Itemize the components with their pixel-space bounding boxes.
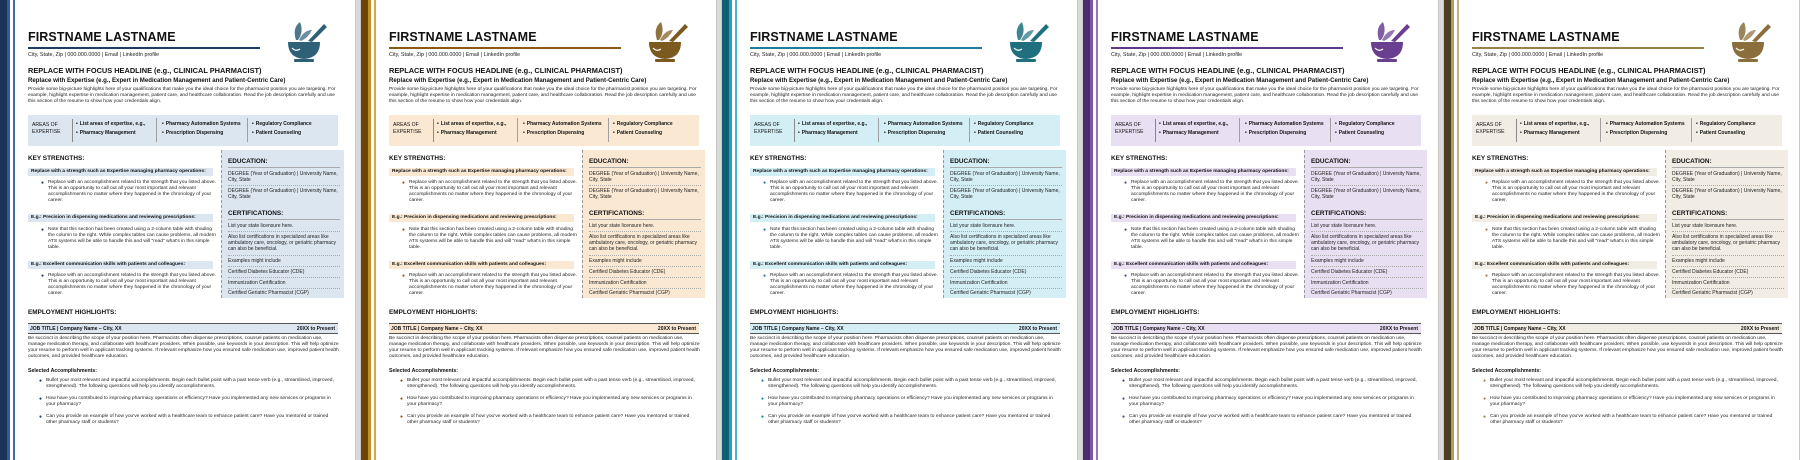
expertise-item: • Pharmacy Automation Systems [1245,121,1324,127]
candidate-name: FIRSTNAME LASTNAME [750,30,898,44]
education-certifications-column [221,150,344,298]
strength-title-bar: Replace with a strength such as Expertise managing pharmacy operations: [28,168,213,176]
strength-title-bar: E.g.: Excellent communication skills with patients and colleagues: [1472,261,1657,269]
job-title-bar [389,323,699,334]
resume-template-page-teal[interactable] [722,0,1077,460]
strength-bullet: ● Replace with an accomplishment related to the strength that you listed above. This is an opportunity to call out all your most important and relevant accomplishments no matter where they happened in the chronology of your career. [1485,180,1661,204]
accomplishment-bullet: ● How have you contributed to improving pharmacy operations or efficiency? Have you implemented any new services or programs in your pharmacy? [761,396,1053,408]
key-strengths-heading: KEY STRENGTHS: [750,155,807,162]
certification-entry: Certified Diabetes Educator (CDE) [1311,269,1388,275]
areas-of-expertise-label: AREAS OF EXPERTISE [1476,122,1505,135]
accomplishment-bullet: ● How have you contributed to improving pharmacy operations or efficiency? Have you implemented any new services or programs in your pharmacy? [39,396,331,408]
employment-heading: EMPLOYMENT HIGHLIGHTS: [28,309,117,316]
job-title: JOB TITLE | Company Name – City, XX [1113,325,1205,332]
strength-title-bar: Replace with a strength such as Expertise managing pharmacy operations: [1472,168,1657,176]
selected-accomplishments-heading: Selected Accomplishments: [750,368,819,374]
certification-entry: Also list certifications in specialized areas like ambulatory care, oncology, or geriatric pharmacy can also be beneficial. [1672,234,1781,253]
strength-bullet: ● Replace with an accomplishment related to the strength that you listed above. This is an opportunity to call out all your most important and relevant accomplishments no matter where they happened in the chronology of your career. [1485,273,1661,297]
certification-entry: Certified Geriatric Pharmacist (CGP) [228,290,309,296]
job-title-bar [1111,323,1421,334]
job-title: JOB TITLE | Company Name – City, XX [391,325,483,332]
certification-entry: Immunization Certification [589,280,647,286]
expertise-item: • Pharmacy Management [798,130,858,136]
strength-title-bar: Replace with a strength such as Expertise managing pharmacy operations: [750,168,935,176]
education-entry: DEGREE (Year of Graduation) | University Name, City, State [1672,188,1782,201]
job-dates: 20XX to Present [1740,325,1779,332]
strength-bullet: ● Replace with an accomplishment related to the strength that you listed above. This is an opportunity to call out all your most important and relevant accomplishments no matter where they happened in the chronology of your career. [41,180,217,204]
certifications-heading: CERTIFICATIONS: [228,210,284,217]
side-stripes [1444,0,1461,460]
expertise-item: • Regulatory Compliance [613,121,673,127]
accomplishment-bullet: ● How have you contributed to improving pharmacy operations or efficiency? Have you implemented any new services or programs in your pharmacy? [400,396,692,408]
job-title-bar [1472,323,1782,334]
certification-entry: Examples might include [1311,258,1364,264]
areas-of-expertise-label: AREAS OF EXPERTISE [32,122,61,135]
certification-entry: Certified Geriatric Pharmacist (CGP) [589,290,670,296]
certifications-heading: CERTIFICATIONS: [1311,210,1367,217]
job-description: Be succinct in describing the scope of your position here. Pharmacists often dispense prescriptions, counsel patients on medication use, manage medication therapy, and collaborate with healthcare providers. When possible, use keywords in your description. This will help optimize your resume to perform well in applicant tracking systems. If relevant emphasize how you ensured safe medication use, improved patient health outcomes, and provided healthcare education. [28,336,339,360]
candidate-name: FIRSTNAME LASTNAME [28,30,176,44]
key-strengths-heading: KEY STRENGTHS: [1472,155,1529,162]
certification-entry: Examples might include [589,258,642,264]
mortar-pestle-leaf-icon [1722,18,1774,64]
expertise-item: • Regulatory Compliance [252,121,312,127]
expertise-subheadline: Replace with Expertise (e.g., Expert in Medication Management and Patient-Centric Care) [1472,77,1730,84]
certification-entry: List your state licensure here. [589,223,655,229]
accomplishment-bullet: ● Bullet your most relevant and impactful accomplishments. Begin each bullet point with a past tense verb (e.g., streamlined, improved, strengthened). The following questions will help you identify accomplishments. [39,378,334,390]
expertise-item: • List areas of expertise, e.g., [76,121,145,127]
expertise-item: • Pharmacy Management [76,130,136,136]
accomplishment-bullet: ● Can you provide an example of how you've worked with a healthcare team to enhance patient care? Have you mentored or trained other pharmacy staff or students? [1483,414,1773,426]
strength-bullet: ● Replace with an accomplishment related to the strength that you listed above. This is an opportunity to call out all your most important and relevant accomplishments no matter where they happened in the chronology of your career. [1124,180,1300,204]
selected-accomplishments-heading: Selected Accomplishments: [389,368,458,374]
accomplishment-bullet: ● How have you contributed to improving pharmacy operations or efficiency? Have you implemented any new services or programs in your pharmacy? [1483,396,1775,408]
side-stripes [1083,0,1100,460]
side-stripes [0,0,17,460]
strength-bullet: ● Note that this section has been created using a 2-column table with shading the column to the right. While complex tables can cause problems, all modern ATS systems will be able to handle this and will "read" what's in this simple table. [402,227,577,251]
job-description: Be succinct in describing the scope of your position here. Pharmacists often dispense prescriptions, counsel patients on medication use, manage medication therapy, and collaborate with healthcare providers. When possible, use keywords in your description. This will help optimize your resume to perform well in applicant tracking systems. If relevant emphasize how you ensured safe medication use, improved patient health outcomes, and provided healthcare education. [1472,336,1783,360]
strength-title-bar: E.g.: Precision in dispensing medications and reviewing prescriptions: [389,214,574,222]
certification-entry: Certified Geriatric Pharmacist (CGP) [1672,290,1753,296]
education-entry: DEGREE (Year of Graduation) | University Name, City, State [1311,171,1421,184]
education-heading: EDUCATION: [589,158,629,165]
education-entry: DEGREE (Year of Graduation) | University Name, City, State [1672,171,1782,184]
certifications-heading: CERTIFICATIONS: [950,210,1006,217]
expertise-item: • Patient Counseling [1335,130,1384,136]
areas-of-expertise-label: AREAS OF EXPERTISE [1115,122,1144,135]
summary-paragraph: Provide some big-picture highlights here of your qualifications that make you the ideal choice for the pharmacist position you are targeting. For example, highlight expertise in medication management, patient care, and healthcare collaboration. Read the job description carefully and use this section of the resume to show how your credentials align. [750,87,1058,105]
education-entry: DEGREE (Year of Graduation) | University Name, City, State [589,188,699,201]
strength-title-bar: E.g.: Precision in dispensing medications and reviewing prescriptions: [1111,214,1296,222]
focus-headline: REPLACE WITH FOCUS HEADLINE (e.g., CLINICAL PHARMACIST) [1111,66,1345,75]
certification-entry: Examples might include [228,258,281,264]
expertise-item: • Patient Counseling [1696,130,1745,136]
certification-entry: Also list certifications in specialized areas like ambulatory care, oncology, or geriatric pharmacy can also be beneficial. [228,234,337,253]
summary-paragraph: Provide some big-picture highlights here of your qualifications that make you the ideal choice for the pharmacist position you are targeting. For example, highlight expertise in medication management, patient care, and healthcare collaboration. Read the job description carefully and use this section of the resume to show how your credentials align. [28,87,336,105]
strength-title-bar: E.g.: Excellent communication skills with patients and colleagues: [28,261,213,269]
expertise-item: • List areas of expertise, e.g., [798,121,867,127]
certification-entry: List your state licensure here. [950,223,1016,229]
strength-bullet: ● Replace with an accomplishment related to the strength that you listed above. This is an opportunity to call out all your most important and relevant accomplishments no matter where they happened in the chronology of your career. [402,180,578,204]
education-certifications-column [1304,150,1427,298]
expertise-item: • List areas of expertise, e.g., [1159,121,1228,127]
name-underline [1472,47,1704,49]
areas-of-expertise-box [389,115,699,146]
expertise-item: • Pharmacy Management [437,130,497,136]
certification-entry: Immunization Certification [228,280,286,286]
side-stripes [722,0,739,460]
expertise-item: • List areas of expertise, e.g., [437,121,506,127]
education-heading: EDUCATION: [950,158,990,165]
mortar-pestle-leaf-icon [639,18,691,64]
contact-line: City, State, Zip | 000.000.0000 | Email | LinkedIn profile [1472,52,1604,58]
strength-bullet: ● Replace with an accomplishment related to the strength that you listed above. This is an opportunity to call out all your most important and relevant accomplishments no matter where they happened in the chronology of your career. [763,180,939,204]
mortar-pestle-leaf-icon [1361,18,1413,64]
accomplishment-bullet: ● Can you provide an example of how you've worked with a healthcare team to enhance patient care? Have you mentored or trained other pharmacy staff or students? [400,414,690,426]
expertise-subheadline: Replace with Expertise (e.g., Expert in Medication Management and Patient-Centric Care) [389,77,647,84]
name-underline [1111,47,1343,49]
accomplishment-bullet: ● Bullet your most relevant and impactful accomplishments. Begin each bullet point with a past tense verb (e.g., streamlined, improved, strengthened). The following questions will help you identify accomplishments. [761,378,1056,390]
education-certifications-column [582,150,705,298]
areas-of-expertise-box [750,115,1060,146]
areas-of-expertise-box [28,115,338,146]
strength-title-bar: Replace with a strength such as Expertise managing pharmacy operations: [389,168,574,176]
education-certifications-column [943,150,1066,298]
areas-of-expertise-box [1111,115,1421,146]
name-underline [389,47,621,49]
education-entry: DEGREE (Year of Graduation) | University Name, City, State [228,188,338,201]
accomplishment-bullet: ● Bullet your most relevant and impactful accomplishments. Begin each bullet point with a past tense verb (e.g., streamlined, improved, strengthened). The following questions will help you identify accomplishments. [1483,378,1778,390]
certifications-heading: CERTIFICATIONS: [1672,210,1728,217]
job-title: JOB TITLE | Company Name – City, XX [1474,325,1566,332]
certification-entry: Also list certifications in specialized areas like ambulatory care, oncology, or geriatric pharmacy can also be beneficial. [1311,234,1420,253]
contact-line: City, State, Zip | 000.000.0000 | Email | LinkedIn profile [1111,52,1243,58]
education-heading: EDUCATION: [1311,158,1351,165]
accomplishment-bullet: ● Bullet your most relevant and impactful accomplishments. Begin each bullet point with a past tense verb (e.g., streamlined, improved, strengthened). The following questions will help you identify accomplishments. [1122,378,1417,390]
education-certifications-column [1665,150,1788,298]
resume-template-page-purple[interactable] [1083,0,1438,460]
expertise-item: • Pharmacy Automation Systems [884,121,963,127]
certifications-heading: CERTIFICATIONS: [589,210,645,217]
job-description: Be succinct in describing the scope of your position here. Pharmacists often dispense prescriptions, counsel patients on medication use, manage medication therapy, and collaborate with healthcare providers. When possible, use keywords in your description. This will help optimize your resume to perform well in applicant tracking systems. If relevant emphasize how you ensured safe medication use, improved patient health outcomes, and provided healthcare education. [750,336,1061,360]
key-strengths-heading: KEY STRENGTHS: [389,155,446,162]
expertise-item: • Patient Counseling [974,130,1023,136]
expertise-item: • Pharmacy Automation Systems [1606,121,1685,127]
mortar-pestle-leaf-icon [278,18,330,64]
employment-heading: EMPLOYMENT HIGHLIGHTS: [1111,309,1200,316]
expertise-item: • Regulatory Compliance [1696,121,1756,127]
contact-line: City, State, Zip | 000.000.0000 | Email | LinkedIn profile [389,52,521,58]
candidate-name: FIRSTNAME LASTNAME [1472,30,1620,44]
expertise-subheadline: Replace with Expertise (e.g., Expert in Medication Management and Patient-Centric Care) [28,77,286,84]
expertise-item: • Patient Counseling [252,130,301,136]
key-strengths-heading: KEY STRENGTHS: [1111,155,1168,162]
strength-bullet: ● Replace with an accomplishment related to the strength that you listed above. This is an opportunity to call out all your most important and relevant accomplishments no matter where they happened in the chronology of your career. [1124,273,1300,297]
candidate-name: FIRSTNAME LASTNAME [389,30,537,44]
accomplishment-bullet: ● How have you contributed to improving pharmacy operations or efficiency? Have you implemented any new services or programs in your pharmacy? [1122,396,1414,408]
job-dates: 20XX to Present [657,325,696,332]
resume-template-page-navy[interactable] [0,0,355,460]
employment-heading: EMPLOYMENT HIGHLIGHTS: [1472,309,1561,316]
strength-bullet: ● Note that this section has been created using a 2-column table with shading the column to the right. While complex tables can cause problems, all modern ATS systems will be able to handle this and will "read" what's in this simple table. [1124,227,1299,251]
expertise-subheadline: Replace with Expertise (e.g., Expert in Medication Management and Patient-Centric Care) [750,77,1008,84]
certification-entry: Examples might include [950,258,1003,264]
expertise-subheadline: Replace with Expertise (e.g., Expert in Medication Management and Patient-Centric Care) [1111,77,1369,84]
strength-bullet: ● Note that this section has been created using a 2-column table with shading the column to the right. While complex tables can cause problems, all modern ATS systems will be able to handle this and will "read" what's in this simple table. [763,227,938,251]
selected-accomplishments-heading: Selected Accomplishments: [1111,368,1180,374]
certification-entry: List your state licensure here. [1672,223,1738,229]
job-dates: 20XX to Present [1018,325,1057,332]
focus-headline: REPLACE WITH FOCUS HEADLINE (e.g., CLINICAL PHARMACIST) [389,66,623,75]
education-heading: EDUCATION: [228,158,268,165]
expertise-item: • Prescription Dispensing [523,130,584,136]
accomplishment-bullet: ● Can you provide an example of how you've worked with a healthcare team to enhance patient care? Have you mentored or trained other pharmacy staff or students? [761,414,1051,426]
focus-headline: REPLACE WITH FOCUS HEADLINE (e.g., CLINICAL PHARMACIST) [750,66,984,75]
certification-entry: Also list certifications in specialized areas like ambulatory care, oncology, or geriatric pharmacy can also be beneficial. [589,234,698,253]
expertise-item: • List areas of expertise, e.g., [1520,121,1589,127]
job-title-bar [28,323,338,334]
expertise-item: • Prescription Dispensing [884,130,945,136]
education-entry: DEGREE (Year of Graduation) | University Name, City, State [1311,188,1421,201]
mortar-pestle-leaf-icon [1000,18,1052,64]
focus-headline: REPLACE WITH FOCUS HEADLINE (e.g., CLINICAL PHARMACIST) [28,66,262,75]
strength-title-bar: E.g.: Precision in dispensing medications and reviewing prescriptions: [1472,214,1657,222]
certification-entry: Certified Geriatric Pharmacist (CGP) [1311,290,1392,296]
certification-entry: Certified Diabetes Educator (CDE) [950,269,1027,275]
education-entry: DEGREE (Year of Graduation) | University Name, City, State [950,171,1060,184]
expertise-item: • Regulatory Compliance [974,121,1034,127]
expertise-item: • Prescription Dispensing [162,130,223,136]
job-title-bar [750,323,1060,334]
expertise-item: • Pharmacy Automation Systems [523,121,602,127]
name-underline [28,47,260,49]
expertise-item: • Prescription Dispensing [1245,130,1306,136]
selected-accomplishments-heading: Selected Accomplishments: [1472,368,1541,374]
certification-entry: Immunization Certification [1311,280,1369,286]
strength-bullet: ● Note that this section has been created using a 2-column table with shading the column to the right. While complex tables can cause problems, all modern ATS systems will be able to handle this and will "read" what's in this simple table. [1485,227,1660,251]
certification-entry: Immunization Certification [950,280,1008,286]
areas-of-expertise-label: AREAS OF EXPERTISE [754,122,783,135]
job-description: Be succinct in describing the scope of your position here. Pharmacists often dispense prescriptions, counsel patients on medication use, manage medication therapy, and collaborate with healthcare providers. When possible, use keywords in your description. This will help optimize your resume to perform well in applicant tracking systems. If relevant emphasize how you ensured safe medication use, improved patient health outcomes, and provided healthcare education. [389,336,700,360]
summary-paragraph: Provide some big-picture highlights here of your qualifications that make you the ideal choice for the pharmacist position you are targeting. For example, highlight expertise in medication management, patient care, and healthcare collaboration. Read the job description carefully and use this section of the resume to show how your credentials align. [389,87,697,105]
strength-title-bar: E.g.: Precision in dispensing medications and reviewing prescriptions: [750,214,935,222]
strength-bullet: ● Replace with an accomplishment related to the strength that you listed above. This is an opportunity to call out all your most important and relevant accomplishments no matter where they happened in the chronology of your career. [402,273,578,297]
certification-entry: Immunization Certification [1672,280,1730,286]
certification-entry: List your state licensure here. [228,223,294,229]
strength-title-bar: E.g.: Excellent communication skills with patients and colleagues: [750,261,935,269]
strength-bullet: ● Replace with an accomplishment related to the strength that you listed above. This is an opportunity to call out all your most important and relevant accomplishments no matter where they happened in the chronology of your career. [41,273,217,297]
job-title: JOB TITLE | Company Name – City, XX [752,325,844,332]
education-entry: DEGREE (Year of Graduation) | University Name, City, State [228,171,338,184]
expertise-item: • Pharmacy Automation Systems [162,121,241,127]
employment-heading: EMPLOYMENT HIGHLIGHTS: [750,309,839,316]
focus-headline: REPLACE WITH FOCUS HEADLINE (e.g., CLINICAL PHARMACIST) [1472,66,1706,75]
contact-line: City, State, Zip | 000.000.0000 | Email | LinkedIn profile [750,52,882,58]
strength-bullet: ● Replace with an accomplishment related to the strength that you listed above. This is an opportunity to call out all your most important and relevant accomplishments no matter where they happened in the chronology of your career. [763,273,939,297]
education-entry: DEGREE (Year of Graduation) | University Name, City, State [589,171,699,184]
resume-template-page-brown[interactable] [361,0,716,460]
certification-entry: List your state licensure here. [1311,223,1377,229]
accomplishment-bullet: ● Bullet your most relevant and impactful accomplishments. Begin each bullet point with a past tense verb (e.g., streamlined, improved, strengthened). The following questions will help you identify accomplishments. [400,378,695,390]
certification-entry: Also list certifications in specialized areas like ambulatory care, oncology, or geriatric pharmacy can also be beneficial. [950,234,1059,253]
expertise-item: • Regulatory Compliance [1335,121,1395,127]
certification-entry: Certified Diabetes Educator (CDE) [228,269,305,275]
job-description: Be succinct in describing the scope of your position here. Pharmacists often dispense prescriptions, counsel patients on medication use, manage medication therapy, and collaborate with healthcare providers. When possible, use keywords in your description. This will help optimize your resume to perform well in applicant tracking systems. If relevant emphasize how you ensured safe medication use, improved patient health outcomes, and provided healthcare education. [1111,336,1422,360]
areas-of-expertise-box [1472,115,1782,146]
name-underline [750,47,982,49]
areas-of-expertise-label: AREAS OF EXPERTISE [393,122,422,135]
strength-title-bar: E.g.: Excellent communication skills with patients and colleagues: [1111,261,1296,269]
expertise-item: • Pharmacy Management [1520,130,1580,136]
education-entry: DEGREE (Year of Graduation) | University Name, City, State [950,188,1060,201]
job-dates: 20XX to Present [1379,325,1418,332]
accomplishment-bullet: ● Can you provide an example of how you've worked with a healthcare team to enhance patient care? Have you mentored or trained other pharmacy staff or students? [39,414,329,426]
strength-bullet: ● Note that this section has been created using a 2-column table with shading the column to the right. While complex tables can cause problems, all modern ATS systems will be able to handle this and will "read" what's in this simple table. [41,227,216,251]
certification-entry: Certified Diabetes Educator (CDE) [589,269,666,275]
accomplishment-bullet: ● Can you provide an example of how you've worked with a healthcare team to enhance patient care? Have you mentored or trained other pharmacy staff or students? [1122,414,1412,426]
resume-template-page-tan[interactable] [1444,0,1799,460]
expertise-item: • Prescription Dispensing [1606,130,1667,136]
side-stripes [361,0,378,460]
strength-title-bar: E.g.: Excellent communication skills with patients and colleagues: [389,261,574,269]
summary-paragraph: Provide some big-picture highlights here of your qualifications that make you the ideal choice for the pharmacist position you are targeting. For example, highlight expertise in medication management, patient care, and healthcare collaboration. Read the job description carefully and use this section of the resume to show how your credentials align. [1111,87,1419,105]
contact-line: City, State, Zip | 000.000.0000 | Email | LinkedIn profile [28,52,160,58]
key-strengths-heading: KEY STRENGTHS: [28,155,85,162]
expertise-item: • Pharmacy Management [1159,130,1219,136]
employment-heading: EMPLOYMENT HIGHLIGHTS: [389,309,478,316]
certification-entry: Certified Diabetes Educator (CDE) [1672,269,1749,275]
selected-accomplishments-heading: Selected Accomplishments: [28,368,97,374]
education-heading: EDUCATION: [1672,158,1712,165]
strength-title-bar: E.g.: Precision in dispensing medications and reviewing prescriptions: [28,214,213,222]
expertise-item: • Patient Counseling [613,130,662,136]
job-title: JOB TITLE | Company Name – City, XX [30,325,122,332]
candidate-name: FIRSTNAME LASTNAME [1111,30,1259,44]
strength-title-bar: Replace with a strength such as Expertise managing pharmacy operations: [1111,168,1296,176]
job-dates: 20XX to Present [296,325,335,332]
certification-entry: Certified Geriatric Pharmacist (CGP) [950,290,1031,296]
summary-paragraph: Provide some big-picture highlights here of your qualifications that make you the ideal choice for the pharmacist position you are targeting. For example, highlight expertise in medication management, patient care, and healthcare collaboration. Read the job description carefully and use this section of the resume to show how your credentials align. [1472,87,1780,105]
certification-entry: Examples might include [1672,258,1725,264]
